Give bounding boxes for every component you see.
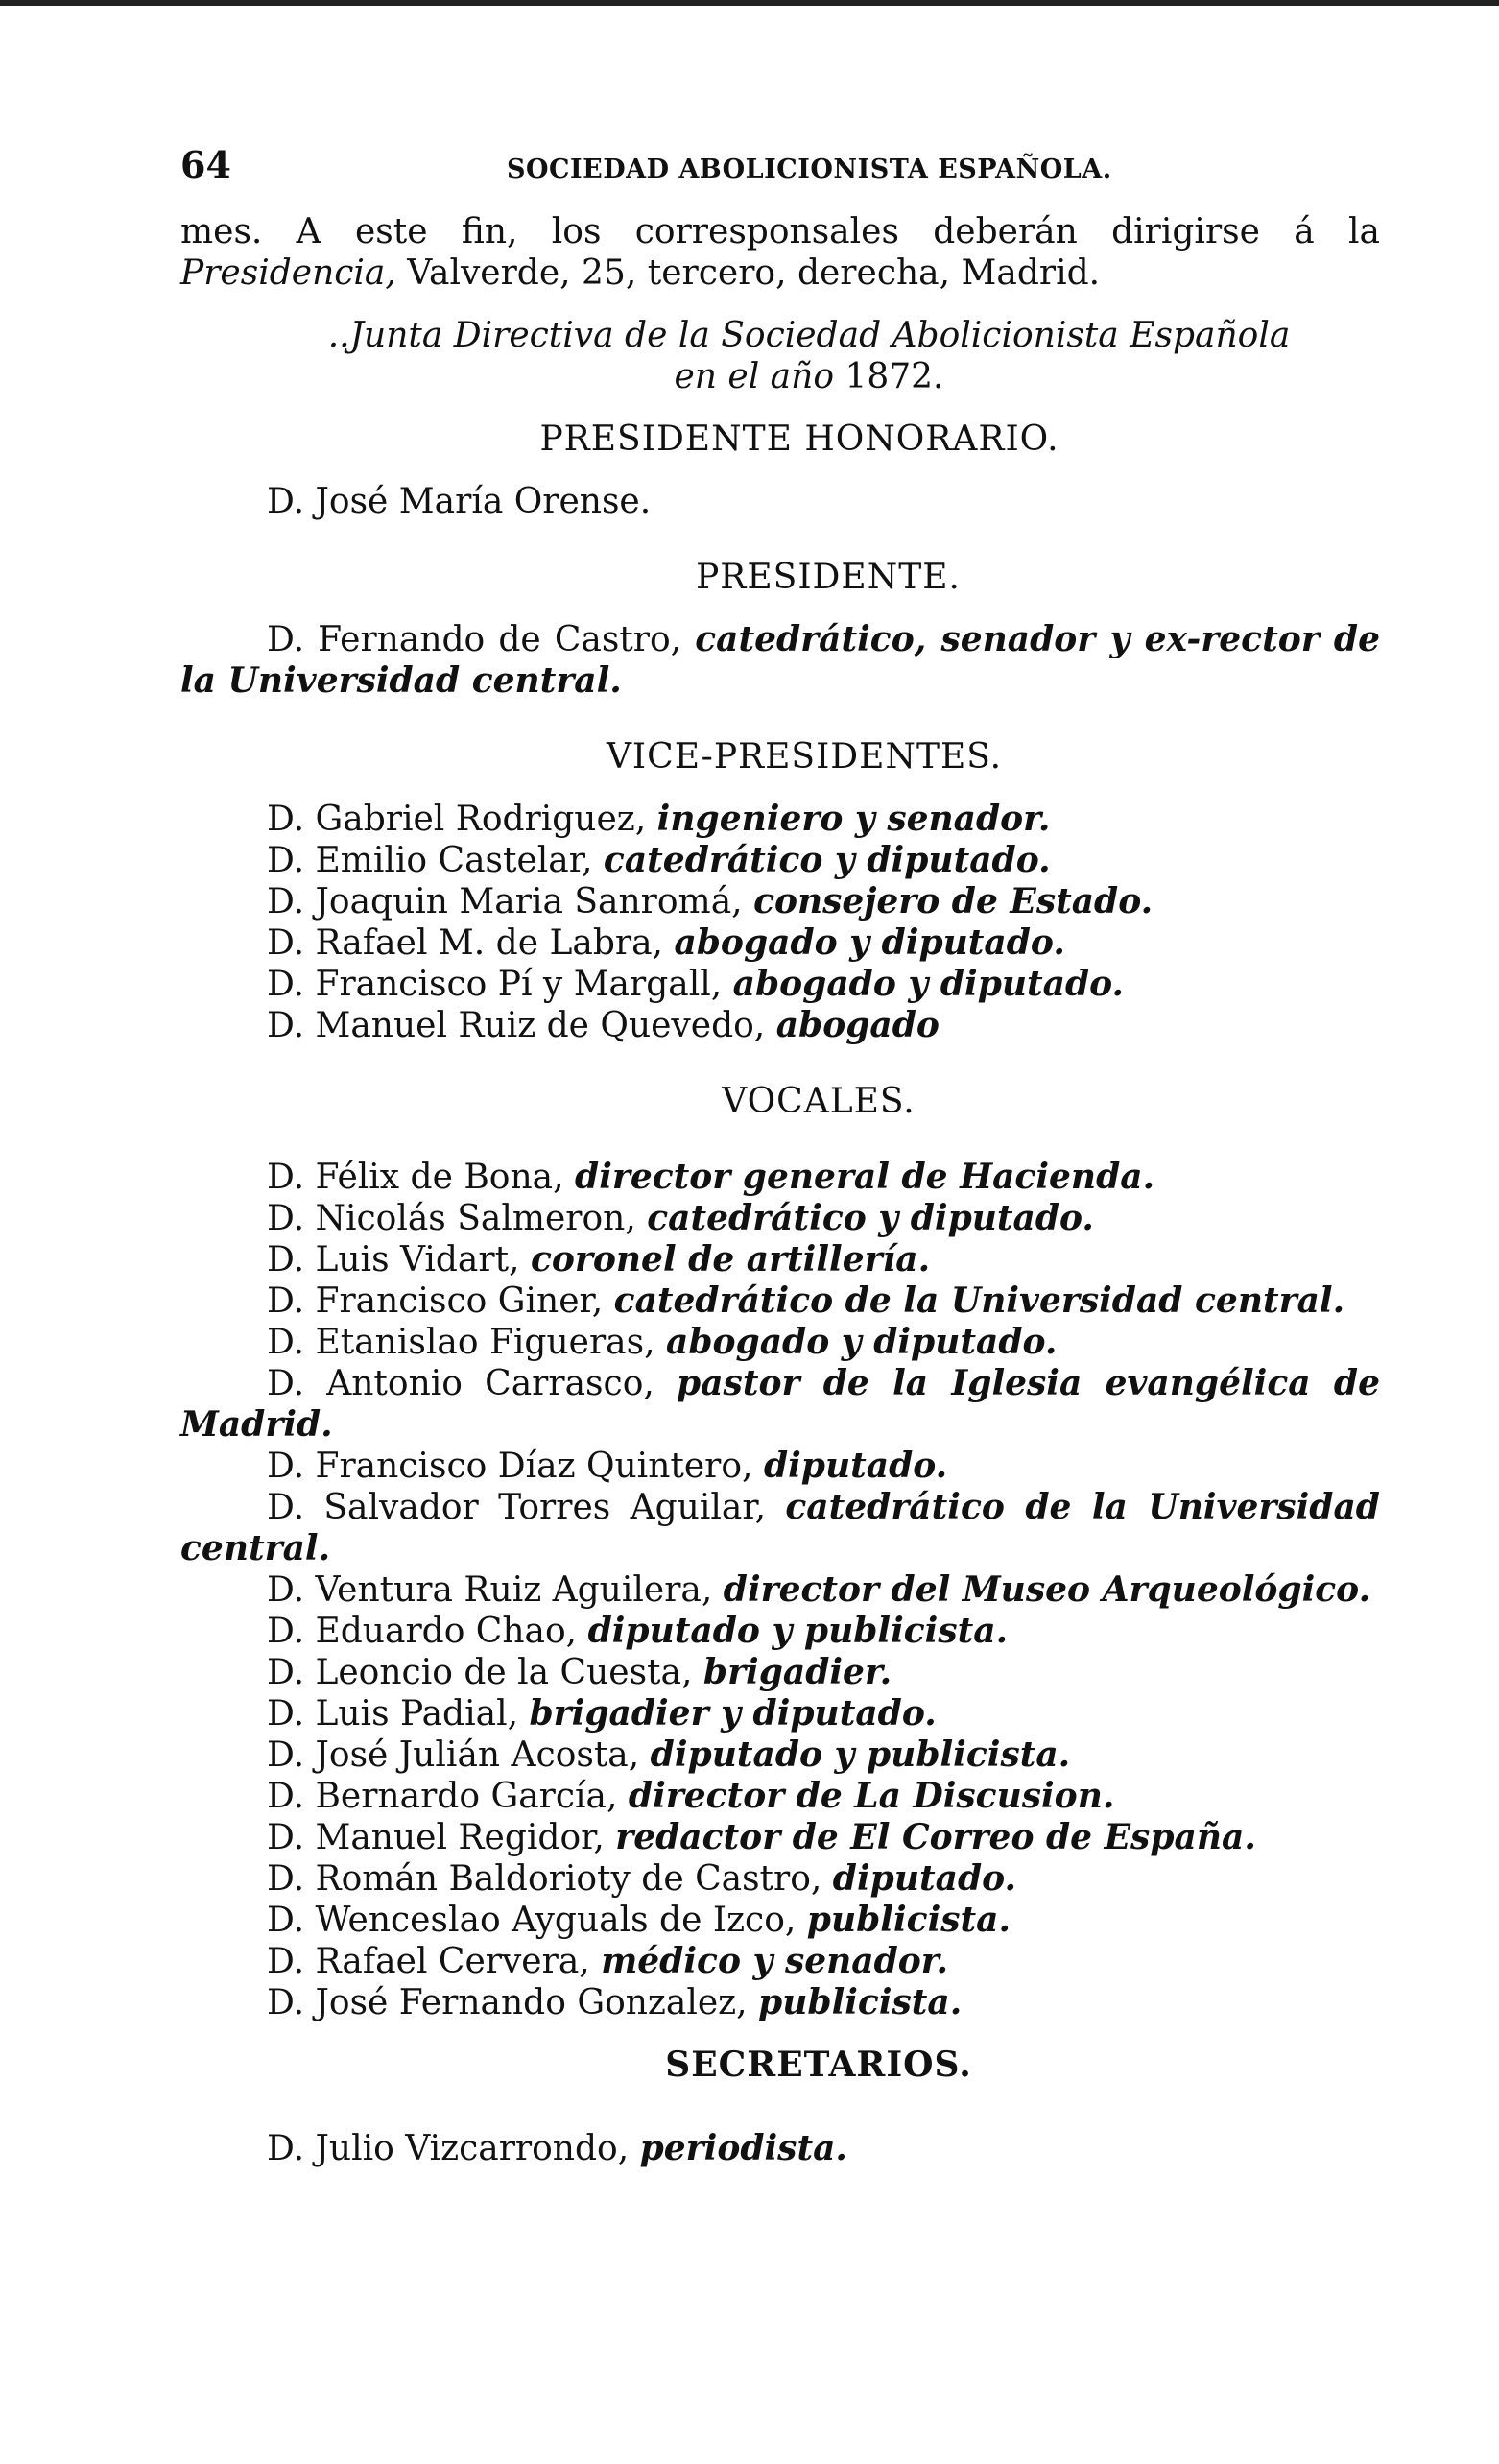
entry-name: D. Rafael M. de Labra, <box>267 923 663 963</box>
entry-name: D. Etanislao Figueras, <box>267 1323 655 1362</box>
entry-name: D. Bernardo García, <box>267 1777 618 1816</box>
list-item <box>180 1858 1380 1900</box>
entry-role: publicista. <box>806 1900 1011 1940</box>
entry-name: D. Julio Vizcarrondo, <box>267 2129 630 2168</box>
entry-role: catedrático de la Universidad central. <box>613 1280 1345 1321</box>
vice-presidents-list <box>267 799 1380 1046</box>
list-item <box>180 1900 1380 1941</box>
list-item <box>180 1322 1380 1363</box>
intro-text-rest: Valverde, 25, tercero, derecha, Madrid. <box>395 253 1101 293</box>
list-item <box>267 881 1380 922</box>
entry-role: diputado. <box>763 1446 948 1486</box>
list-item <box>180 1446 1380 1487</box>
list-item <box>267 840 1380 881</box>
entry-name: D. Antonio Carrasco, <box>267 1364 654 1403</box>
entry-role: director general de Hacienda. <box>575 1157 1155 1197</box>
entry-role: brigadier. <box>702 1652 892 1692</box>
secretaries-heading: SECRETARIOS. <box>665 2045 972 2085</box>
entry-role: ingeniero y senador. <box>656 799 1051 839</box>
entry-name: D. Salvador Torres Aguilar, <box>267 1488 767 1527</box>
intro-text: mes. A este fin, los corresponsales deberán dirigirse á la <box>180 212 1380 251</box>
entry-name: D. Joaquin Maria Sanromá, <box>267 882 743 921</box>
entry-role: publicista. <box>758 1982 963 2022</box>
list-item <box>180 1569 1380 1611</box>
vocales-heading: VOCALES. <box>722 1082 916 1121</box>
entry-name: D. Gabriel Rodriguez, <box>267 800 647 839</box>
entry-role: redactor de El Correo de España. <box>615 1817 1256 1857</box>
entry-name: D. Rafael Cervera, <box>267 1942 590 1981</box>
entry-role: director del Museo Arqueológico. <box>723 1569 1371 1610</box>
entry-name: D. Luis Padial, <box>267 1694 519 1734</box>
entry-name: D. Luis Vidart, <box>267 1240 520 1280</box>
entry-role: coronel de artillería. <box>530 1239 931 1280</box>
list-item <box>267 799 1380 840</box>
entry-name: D. Ventura Ruiz Aguilera, <box>267 1570 713 1610</box>
entry-role: abogado y diputado. <box>666 1322 1058 1362</box>
section-title-year-label: en el año <box>674 357 834 396</box>
intro-paragraph <box>180 211 1380 294</box>
list-item <box>180 1734 1380 1776</box>
entry-name: D. Eduardo Chao, <box>267 1612 578 1651</box>
list-item <box>180 1157 1380 1198</box>
president-name: D. Fernando de Castro, <box>267 620 682 659</box>
page-number: 64 <box>180 143 231 186</box>
page-header <box>180 144 1380 190</box>
list-item <box>180 1487 1380 1569</box>
list-item <box>180 1776 1380 1817</box>
entry-role: médico y senador. <box>601 1941 948 1981</box>
honorary-heading: PRESIDENTE HONORARIO. <box>539 419 1059 459</box>
entry-role: director de La Discusion. <box>628 1776 1115 1816</box>
list-item <box>267 922 1380 964</box>
secretaries-list <box>267 2128 1380 2169</box>
entry-role: abogado y diputado. <box>674 922 1065 963</box>
section-title-line1: ..Junta Directiva de la Sociedad Abolicionista Española <box>327 316 1291 355</box>
section-title-line2 <box>180 356 1380 397</box>
section-title <box>180 315 1380 356</box>
list-item <box>267 1005 1380 1046</box>
entry-name: D. Wenceslao Ayguals de Izco, <box>267 1901 797 1940</box>
entry-role: catedrático de la Universidad central. <box>180 1487 1380 1568</box>
entry-role: catedrático y diputado. <box>603 840 1051 880</box>
list-item <box>180 1363 1380 1446</box>
list-item <box>267 964 1380 1005</box>
entry-role: abogado <box>775 1005 940 1045</box>
honorary-name: D. José María Orense. <box>267 482 652 521</box>
president-heading: PRESIDENTE. <box>696 558 961 597</box>
entry-name: D. Leoncio de la Cuesta, <box>267 1653 693 1692</box>
list-item <box>180 1982 1380 2023</box>
entry-name: D. Nicolás Salmeron, <box>267 1199 636 1238</box>
list-item <box>180 1693 1380 1734</box>
entry-role: diputado y publicista. <box>587 1611 1009 1651</box>
vice-presidents-heading: VICE-PRESIDENTES. <box>606 737 1003 777</box>
president-entry <box>180 619 1380 702</box>
entry-name: D. Francisco Giner, <box>267 1281 604 1321</box>
top-rule <box>0 0 1499 6</box>
section-title-year: 1872. <box>834 357 944 396</box>
vocales-list <box>180 1157 1380 2023</box>
entry-role: consejero de Estado. <box>753 881 1154 921</box>
entry-role: periodista. <box>639 2128 847 2168</box>
entry-name: D. Francisco Pí y Margall, <box>267 965 723 1004</box>
entry-name: D. Félix de Bona, <box>267 1158 564 1197</box>
entry-role: abogado y diputado. <box>732 964 1125 1004</box>
running-title: SOCIEDAD ABOLICIONISTA ESPAÑOLA. <box>507 155 1112 184</box>
entry-name: D. Francisco Díaz Quintero, <box>267 1447 753 1486</box>
list-item <box>180 1611 1380 1652</box>
entry-role: pastor de la Iglesia evangélica de Madrid. <box>180 1363 1380 1445</box>
entry-name: D. Manuel Ruiz de Quevedo, <box>267 1006 766 1045</box>
list-item <box>267 2128 1380 2169</box>
entry-role: diputado y publicista. <box>650 1734 1071 1775</box>
list-item <box>180 1941 1380 1982</box>
intro-italic: Presidencia, <box>180 253 396 293</box>
entry-name: D. Manuel Regidor, <box>267 1818 605 1857</box>
entry-role: catedrático y diputado. <box>647 1198 1094 1238</box>
list-item <box>180 1817 1380 1858</box>
entry-role: diputado. <box>832 1858 1017 1899</box>
document-page <box>180 144 1380 2169</box>
list-item <box>180 1239 1380 1280</box>
list-item <box>180 1280 1380 1322</box>
entry-name: D. José Julián Acosta, <box>267 1735 640 1775</box>
president-role: catedrático, senador y ex-rector de la Universidad central. <box>180 619 1380 701</box>
list-item <box>180 1652 1380 1693</box>
entry-name: D. José Fernando Gonzalez, <box>267 1983 748 2022</box>
entry-name: D. Emilio Castelar, <box>267 841 593 880</box>
entry-name: D. Román Baldorioty de Castro, <box>267 1859 822 1899</box>
list-item <box>180 1198 1380 1239</box>
entry-role: brigadier y diputado. <box>529 1693 937 1734</box>
